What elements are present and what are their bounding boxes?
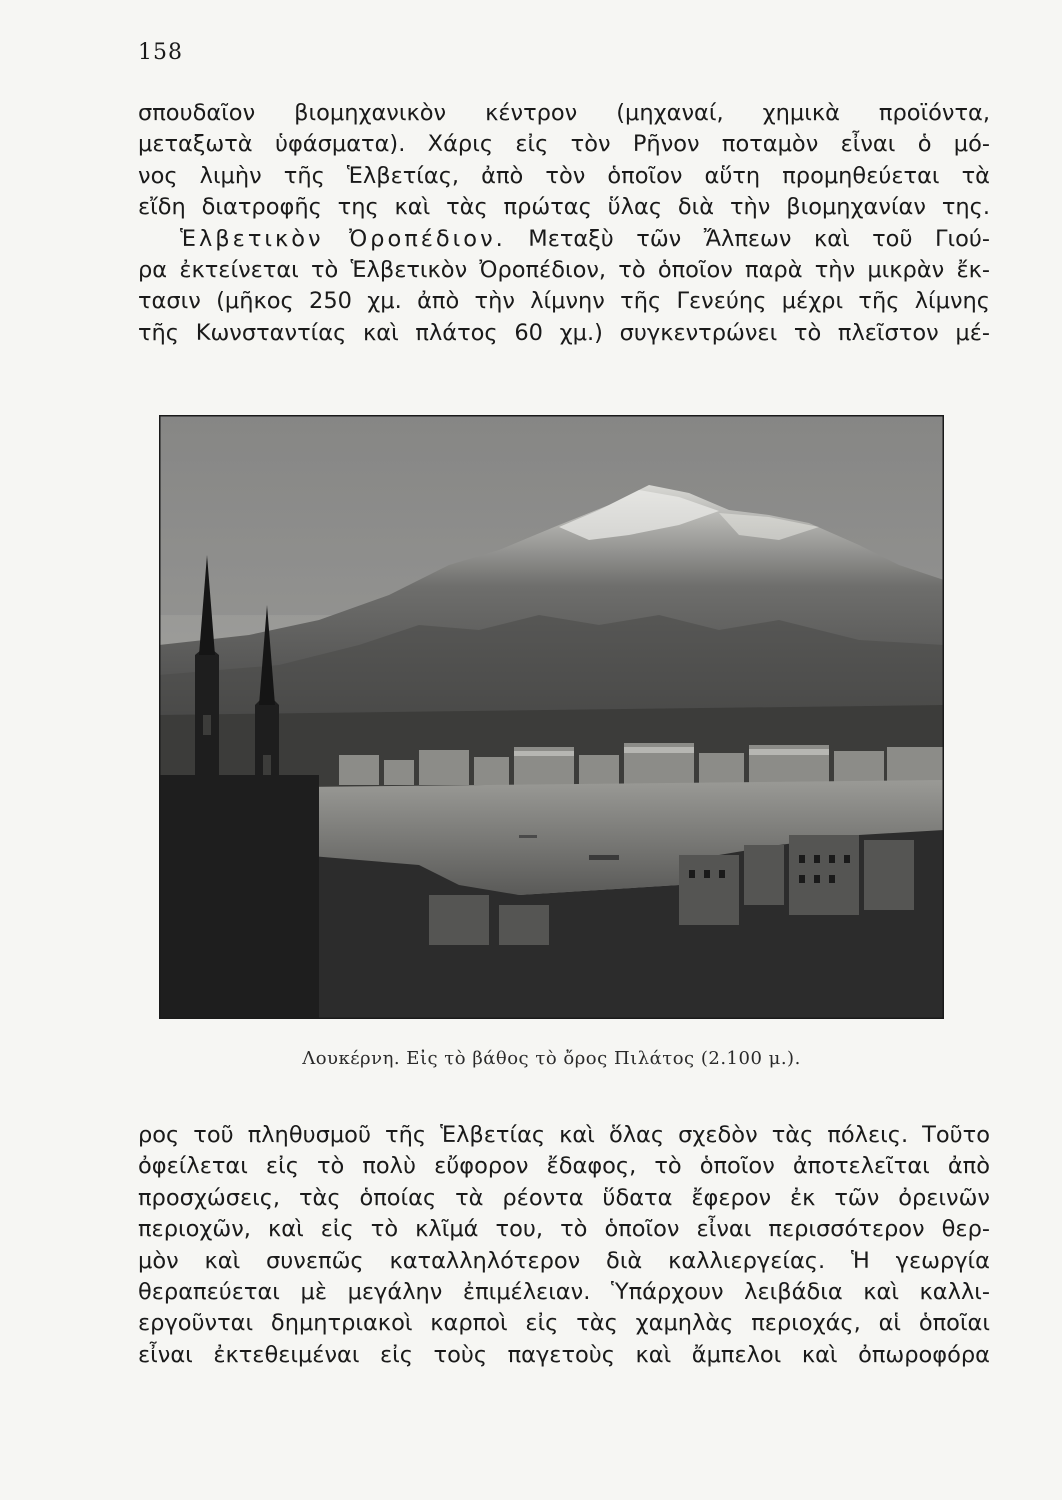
section-first-line: Μεταξὺ τῶν Ἄλπεων καὶ τοῦ Γιού- — [528, 225, 990, 252]
text-line: ρος τοῦ πληθυσμοῦ τῆς Ἑλβετίας καὶ ὅλας σχεδὸν τὰς πόλεις. Τοῦτο — [138, 1122, 990, 1148]
bottom-text-block — [138, 1120, 990, 1371]
section-heading: Ἑλβετικὸν Ὀροπέδιον. — [180, 225, 506, 252]
photo-lucerne — [159, 415, 944, 1019]
text-line: ρα ἐκτείνεται τὸ Ἑλβετικὸν Ὀροπέδιον, τὸ ὁποῖον παρὰ τὴν μικρὰν ἔκ- — [138, 256, 990, 283]
text-line: τῆς Κωνσταντίας καὶ πλάτος 60 χμ.) συγκεντρώνει τὸ πλεῖστον μέ- — [138, 319, 990, 346]
text-line: μὸν καὶ συνεπῶς καταλληλότερον διὰ καλλιεργείας. Ἡ γεωργία — [138, 1247, 990, 1274]
text-line: περιοχῶν, καὶ εἰς τὸ κλῖμά του, τὸ ὁποῖον εἶναι περισσότερον θερ- — [138, 1216, 990, 1243]
text-line: εἶναι ἐκτεθειμέναι εἰς τοὺς παγετοὺς καὶ ἄμπελοι καὶ ὀπωροφόρα — [138, 1341, 990, 1368]
text-line: σπουδαῖον βιομηχανικὸν κέντρον (μηχαναί, χημικὰ προϊόντα, — [138, 100, 990, 126]
page-number: 158 — [138, 40, 183, 65]
top-text-block — [138, 98, 990, 349]
text-line: τασιν (μῆκος 250 χμ. ἀπὸ τὴν λίμνην τῆς Γενεύης μέχρι τῆς λίμνης — [138, 288, 990, 315]
text-line: νος λιμὴν τῆς Ἑλβετίας, ἀπὸ τὸν ὁποῖον αὕτη προμηθεύεται τὰ — [138, 162, 990, 189]
text-line: εἴδη διατροφῆς της καὶ τὰς πρώτας ὕλας διὰ τὴν βιομηχανίαν της. — [138, 194, 990, 221]
text-line: μεταξωτὰ ὑφάσματα). Χάρις εἰς τὸν Ρῆνον ποταμὸν εἶναι ὁ μό- — [138, 131, 990, 158]
text-line-heading — [138, 224, 990, 255]
text-line: θεραπεύεται μὲ μεγάλην ἐπιμέλειαν. Ὑπάρχουν λειβάδια καὶ καλλι- — [138, 1278, 990, 1305]
text-line: εργοῦνται δημητριακοὶ καρποὶ εἰς τὰς χαμηλὰς περιοχάς, αἱ ὁποῖαι — [138, 1310, 990, 1337]
text-line: ὀφείλεται εἰς τὸ πολὺ εὔφορον ἔδαφος, τὸ ὁποῖον ἀποτελεῖται ἀπὸ — [138, 1153, 990, 1180]
text-line: προσχώσεις, τὰς ὁποίας τὰ ρέοντα ὕδατα ἔφερον ἐκ τῶν ὀρεινῶν — [138, 1184, 990, 1211]
figure-caption: Λουκέρνη. Εἰς τὸ βάθος τὸ ὄρος Πιλάτος (2.100 μ.). — [302, 1048, 801, 1069]
